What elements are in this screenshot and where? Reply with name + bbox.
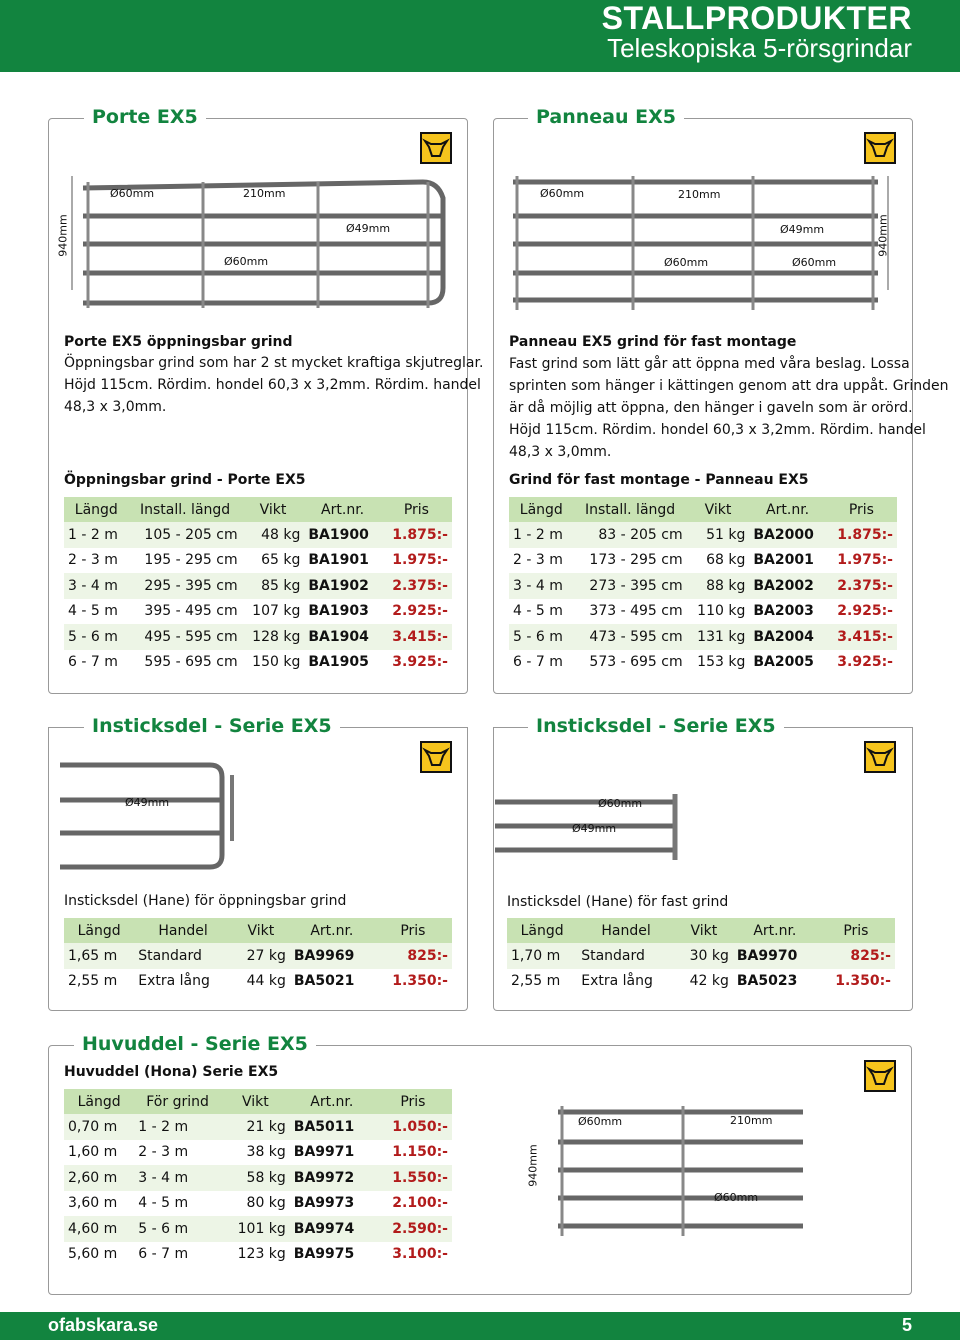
col-artnr: Art.nr. [733,918,817,943]
panneau-desc-3: är då möjlig att öppna, den hänger i gaveln som är orörd. [509,400,913,416]
cell: 1,65 m [64,943,134,969]
cell: 3.100:- [392,1246,448,1263]
cow-head-icon [864,132,896,164]
col-langd: Längd [64,497,129,522]
cell: Standard [577,943,675,969]
porte-table-title: Öppningsbar grind - Porte EX5 [64,472,306,488]
cell: BA9972 [290,1165,374,1191]
cell: 88 kg [687,573,750,599]
porte-dim-h940: 940mm [56,214,70,257]
table-row [64,1191,452,1217]
insticks-right-heading: Insticksdel (Hane) för fast grind [507,894,729,910]
cell: BA5021 [293,973,355,990]
table-row [64,943,452,969]
huvuddel-dim-d60a: Ø60mm [578,1115,623,1128]
table-header [64,1089,452,1114]
cell: 1 - 2 m [509,522,574,548]
table-row [507,943,895,969]
col-handel: Handel [134,918,232,943]
cell: 4,60 m [64,1216,134,1242]
panneau-dim-d60a: Ø60mm [540,187,585,200]
cell: BA1904 [304,624,380,650]
cell: 27 kg [232,943,290,969]
table-row [64,624,452,650]
page-header [0,0,960,72]
cell: 21 kg [221,1114,290,1140]
table-row [64,522,452,548]
cell: 295 - 395 cm [129,573,242,599]
porte-price-table [64,497,452,675]
cell: 6 - 7 m [68,654,118,671]
cell: 2.925:- [837,603,893,620]
cell: 2.100:- [392,1195,448,1212]
cell: 3 - 4 m [64,573,129,599]
cell: 107 kg [252,603,301,620]
cell: BA9975 [293,1246,355,1263]
cell: 3.415:- [826,624,897,650]
cell: 3.415:- [381,624,452,650]
col-artnr: Art.nr. [290,918,374,943]
cell: 825:- [817,943,895,969]
cell: BA5011 [290,1114,374,1140]
cell: BA5023 [736,973,798,990]
cell: 173 - 295 cm [589,552,683,569]
table-row [509,650,897,676]
cell: 1,70 m [507,943,577,969]
cell: 195 - 295 cm [144,552,238,569]
cell: 5 - 6 m [134,1216,221,1242]
cell: 595 - 695 cm [144,654,238,671]
cell: 2 - 3 m [138,1144,189,1161]
col-vikt: Vikt [687,497,750,522]
cell: BA9970 [733,943,817,969]
cell: Standard [134,943,232,969]
cell: 5 - 6 m [509,624,574,650]
panneau-dim-w210: 210mm [678,188,721,201]
cell: BA1905 [308,654,369,671]
insticks-left-heading: Insticksdel (Hane) för öppningsbar grind [64,893,347,909]
porte-dim-d49: Ø49mm [346,222,391,235]
cell: 2.375:- [826,573,897,599]
panneau-dim-d49: Ø49mm [780,223,825,236]
insticks-right-title: Insticksdel - Serie EX5 [528,715,784,737]
cell: 3.925:- [837,654,893,671]
cell: BA1901 [308,552,369,569]
cell: 2,55 m [511,973,561,990]
cell: 573 - 695 cm [589,654,683,671]
porte-dim-d60b: Ø60mm [224,255,269,268]
cell: BA2003 [753,603,814,620]
page-subtitle: Teleskopiska 5-rörsgrindar [607,33,912,63]
col-pris: Pris [826,497,897,522]
cell: 2 - 3 m [68,552,118,569]
cell: 3 - 4 m [134,1165,221,1191]
cell: 131 kg [687,624,750,650]
cell: 110 kg [697,603,746,620]
table-row [64,573,452,599]
porte-desc-3: 48,3 x 3,0mm. [64,399,167,415]
cell: BA2001 [753,552,814,569]
cell: 5 - 6 m [64,624,129,650]
insticks-left-diagram [60,755,250,875]
cell: 1 - 2 m [64,522,129,548]
huvuddel-heading: Huvuddel (Hona) Serie EX5 [64,1064,279,1080]
cell: 123 kg [237,1246,286,1263]
cell: 495 - 595 cm [129,624,242,650]
cell: Extra lång [581,973,653,990]
cell: BA2005 [753,654,814,671]
col-pris: Pris [374,1089,452,1114]
cell: BA9971 [293,1144,355,1161]
col-vikt: Vikt [221,1089,290,1114]
table-row [64,969,452,995]
cell: 1.350:- [392,973,448,990]
cell: BA1900 [304,522,380,548]
cell: 1 - 2 m [134,1114,221,1140]
cell: 65 kg [261,552,301,569]
cell: 2 - 3 m [513,552,563,569]
cell: 128 kg [242,624,305,650]
cell: 2,60 m [64,1165,134,1191]
huvuddel-price-table [64,1089,452,1267]
cell: 80 kg [246,1195,286,1212]
panneau-desc-2: sprinten som hänger i kättingen genom att dra uppåt. Grinden [509,378,949,394]
col-install: Install. längd [574,497,687,522]
cell: BA1902 [304,573,380,599]
cell: 42 kg [689,973,729,990]
porte-heading: Porte EX5 öppningsbar grind [64,334,293,350]
cell: 68 kg [706,552,746,569]
panneau-dim-d60c: Ø60mm [792,256,837,269]
col-langd: Längd [64,1089,134,1114]
cell: 6 - 7 m [138,1246,189,1263]
cell: 6 - 7 m [513,654,563,671]
table-header [509,497,897,522]
col-for-grind: För grind [134,1089,221,1114]
cell: 825:- [374,943,452,969]
panneau-price-table [509,497,897,675]
insticks-left-dim-d49: Ø49mm [125,796,170,809]
insticks-right-dim-d60: Ø60mm [598,797,643,810]
cell: 2.375:- [381,573,452,599]
panneau-desc-5: 48,3 x 3,0mm. [509,444,612,460]
col-langd: Längd [64,918,134,943]
insticks-left-title: Insticksdel - Serie EX5 [84,715,340,737]
cell: 1.975:- [392,552,448,569]
cell: BA9969 [290,943,374,969]
col-langd: Längd [509,497,574,522]
cell: 4 - 5 m [138,1195,189,1212]
table-row [64,1114,452,1140]
porte-title: Porte EX5 [84,106,206,128]
cell: 58 kg [221,1165,290,1191]
cell: Extra lång [138,973,210,990]
col-handel: Handel [577,918,675,943]
table-header [64,918,452,943]
huvuddel-title: Huvuddel - Serie EX5 [74,1033,316,1055]
cell: 153 kg [697,654,746,671]
table-row [64,599,452,625]
cell: 395 - 495 cm [144,603,238,620]
cell: BA9974 [290,1216,374,1242]
cell: 101 kg [221,1216,290,1242]
porte-desc-1: Öppningsbar grind som har 2 st mycket kraftiga skjutreglar. [64,355,484,371]
cell: 44 kg [246,973,286,990]
cell: 1.550:- [374,1165,452,1191]
cell: BA2004 [749,624,825,650]
table-row [509,522,897,548]
panneau-title: Panneau EX5 [528,106,684,128]
cell: 1,60 m [68,1144,118,1161]
insticks-left-price-table [64,918,452,994]
table-row [509,599,897,625]
cow-head-icon [864,741,896,773]
panneau-desc-4: Höjd 115cm. Rördim. hondel 60,3 x 3,2mm. Rördim. handel [509,422,926,438]
insticks-right-price-table [507,918,895,994]
panneau-dim-d60b: Ø60mm [664,256,709,269]
cell: 38 kg [246,1144,286,1161]
cell: 1.875:- [826,522,897,548]
cell: 83 - 205 cm [574,522,687,548]
table-row [509,624,897,650]
panneau-heading: Panneau EX5 grind för fast montage [509,334,797,350]
footer-site-link[interactable]: ofabskara.se [48,1315,159,1335]
cell: 3 - 4 m [509,573,574,599]
cell: 48 kg [242,522,305,548]
huvuddel-dim-d60b: Ø60mm [714,1191,759,1204]
col-pris: Pris [381,497,452,522]
cell: BA2002 [749,573,825,599]
table-row [509,573,897,599]
col-artnr: Art.nr. [749,497,825,522]
porte-dim-w210: 210mm [243,187,286,200]
cow-head-icon [420,132,452,164]
table-header [507,918,895,943]
col-vikt: Vikt [675,918,733,943]
table-row [64,1242,452,1268]
table-row [509,548,897,574]
insticks-right-dim-d49: Ø49mm [572,822,617,835]
page-title: STALLPRODUKTER [601,0,912,36]
col-artnr: Art.nr. [304,497,380,522]
cell: BA2000 [749,522,825,548]
table-header [64,497,452,522]
cell: 1.050:- [374,1114,452,1140]
cell: 3.925:- [392,654,448,671]
col-pris: Pris [817,918,895,943]
cell: 5,60 m [68,1246,118,1263]
col-pris: Pris [374,918,452,943]
col-langd: Längd [507,918,577,943]
cell: 273 - 395 cm [574,573,687,599]
table-row [507,969,895,995]
cell: 150 kg [252,654,301,671]
cell: 30 kg [675,943,733,969]
col-vikt: Vikt [232,918,290,943]
huvuddel-dim-w210: 210mm [730,1114,773,1127]
col-artnr: Art.nr. [290,1089,374,1114]
table-row [64,548,452,574]
table-row [64,1165,452,1191]
cell: 0,70 m [64,1114,134,1140]
cell: 1.975:- [837,552,893,569]
cell: 105 - 205 cm [129,522,242,548]
panneau-dim-h940: 940mm [876,214,890,257]
cell: 2.925:- [392,603,448,620]
table-row [64,650,452,676]
cell: 373 - 495 cm [589,603,683,620]
page-footer [0,1312,960,1340]
cell: BA1903 [308,603,369,620]
cell: 51 kg [687,522,750,548]
cell: 473 - 595 cm [574,624,687,650]
cell: 4 - 5 m [68,603,118,620]
table-row [64,1140,452,1166]
col-vikt: Vikt [242,497,305,522]
cell: 1.150:- [392,1144,448,1161]
panneau-table-title: Grind för fast montage - Panneau EX5 [509,472,809,488]
porte-desc-2: Höjd 115cm. Rördim. hondel 60,3 x 3,2mm. Rördim. handel [64,377,481,393]
cell: BA9973 [293,1195,355,1212]
cow-head-icon [420,741,452,773]
cell: 2,55 m [68,973,118,990]
table-row [64,1216,452,1242]
huvuddel-dim-h940: 940mm [526,1144,540,1187]
cell: 1.875:- [381,522,452,548]
cell: 1.350:- [835,973,891,990]
page-number: 5 [901,1315,912,1335]
cell: 85 kg [242,573,305,599]
cell: 2.590:- [374,1216,452,1242]
cell: 4 - 5 m [513,603,563,620]
cow-head-icon [864,1060,896,1092]
col-install: Install. längd [129,497,242,522]
panneau-desc-1: Fast grind som lätt går att öppna med våra beslag. Lossa [509,356,910,372]
porte-dim-d60a: Ø60mm [110,187,155,200]
cell: 3,60 m [68,1195,118,1212]
